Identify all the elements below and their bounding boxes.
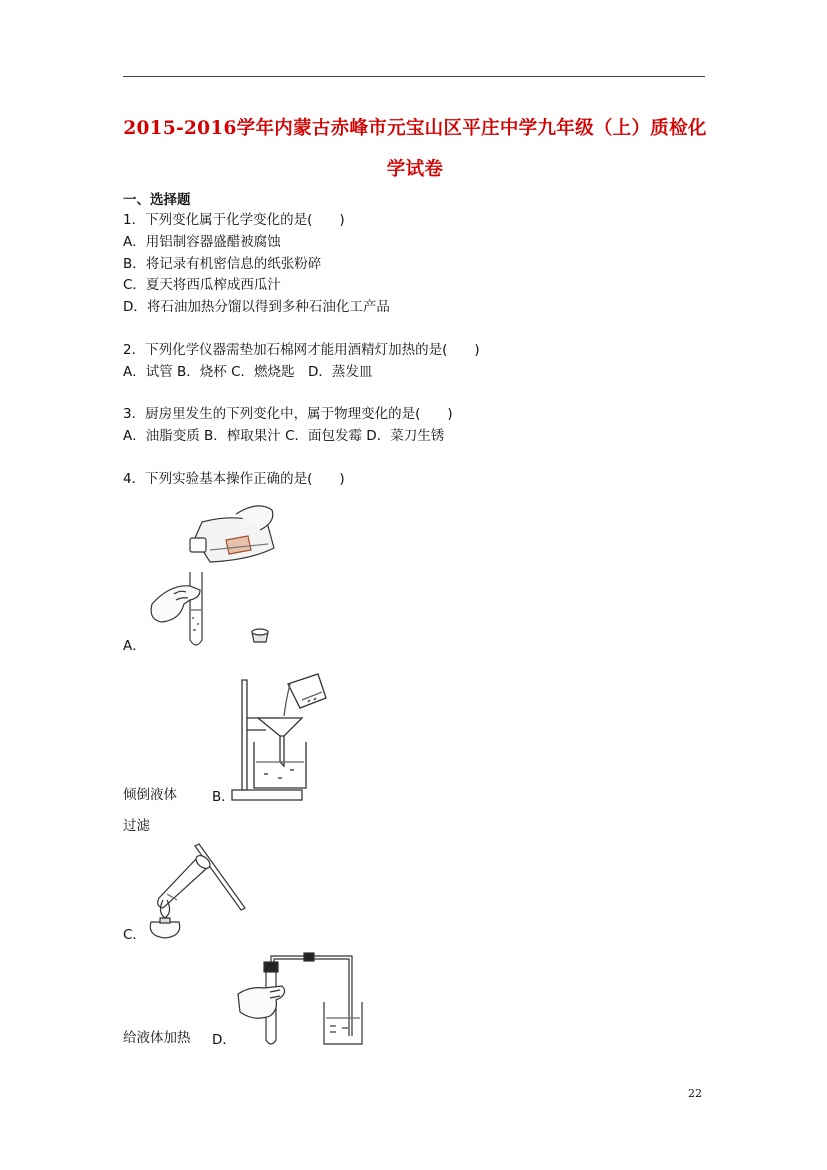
q4-caption-a: 倾倒液体 xyxy=(123,787,177,803)
q1-stem: 1．下列变化属于化学变化的是( ) xyxy=(123,212,345,228)
q3-stem: 3．厨房里发生的下列变化中，属于物理变化的是( ) xyxy=(123,406,453,422)
figure-filtration xyxy=(230,670,340,805)
figure-heating-liquid xyxy=(145,838,255,943)
q4-label-b: B． xyxy=(212,789,235,805)
figure-pouring-liquid xyxy=(140,500,290,650)
exam-title-line1: 2015-2016学年内蒙古赤峰市元宝山区平庄中学九年级（上）质检化 xyxy=(123,118,707,139)
exam-title-line2: 学试卷 xyxy=(386,159,444,180)
q2-options: A．试管 B．烧杯 C．燃烧匙 D．蒸发皿 xyxy=(123,364,373,380)
q4-caption-c: 给液体加热 xyxy=(123,1030,191,1046)
q1-option-c: C．夏天将西瓜榨成西瓜汁 xyxy=(123,277,281,293)
figure-airtightness-check xyxy=(230,950,370,1050)
page-number: 22 xyxy=(688,1087,702,1100)
q4-label-a: A． xyxy=(123,638,146,654)
q2-stem: 2．下列化学仪器需垫加石棉网才能用酒精灯加热的是( ) xyxy=(123,342,480,358)
q1-option-b: B．将记录有机密信息的纸张粉碎 xyxy=(123,256,322,272)
q1-option-d: D．将石油加热分馏以得到多种石油化工产品 xyxy=(123,299,390,315)
q4-label-c: C． xyxy=(123,927,146,943)
q1-option-a: A．用铝制容器盛醋被腐蚀 xyxy=(123,234,281,250)
q4-label-d: D． xyxy=(212,1032,236,1048)
q4-caption-b: 过滤 xyxy=(123,818,150,834)
q3-options: A．油脂变质 B．榨取果汁 C．面包发霉 D．菜刀生锈 xyxy=(123,428,445,444)
q4-stem: 4．下列实验基本操作正确的是( ) xyxy=(123,471,345,487)
section-heading: 一、选择题 xyxy=(123,192,191,208)
header-rule xyxy=(123,76,705,77)
